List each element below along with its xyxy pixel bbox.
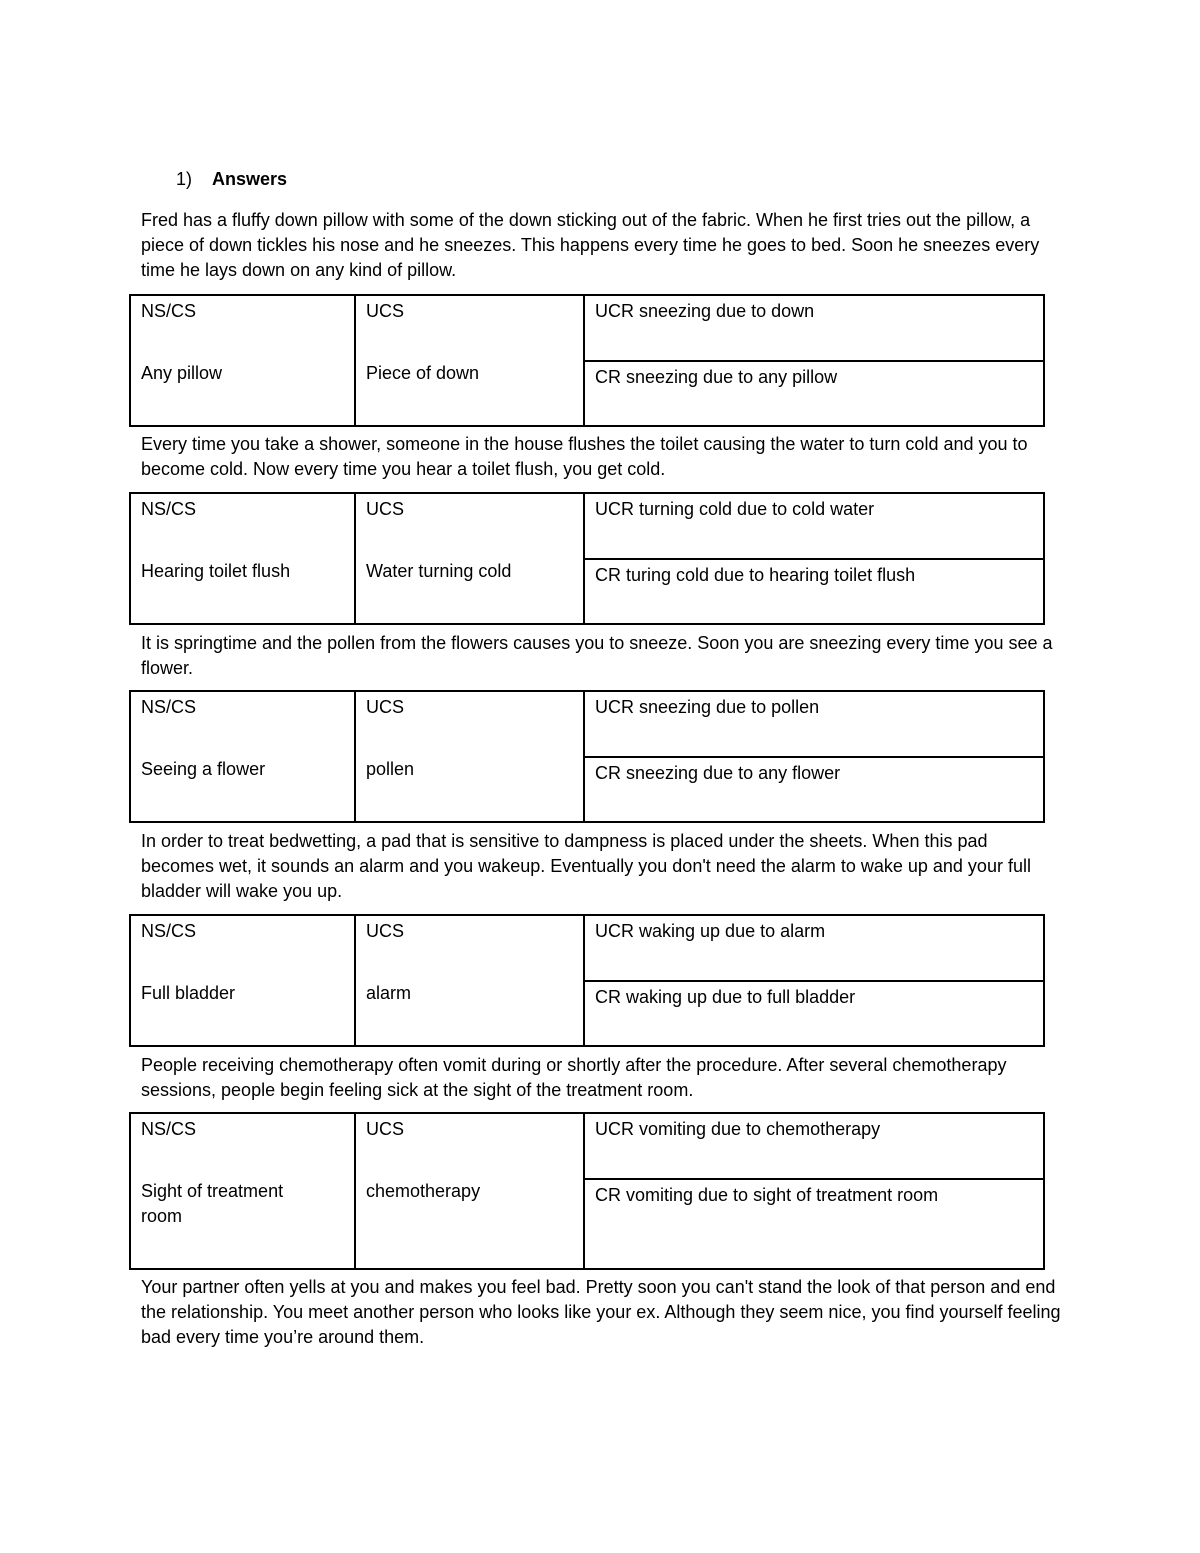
ucs-value: alarm (366, 983, 412, 1003)
ucr-text: UCR sneezing due to pollen (595, 697, 820, 717)
ns-cs-cell (130, 1113, 355, 1269)
ns-cs-value: Full bladder (141, 983, 236, 1003)
ucs-cell (355, 493, 584, 624)
ns-cs-value: Any pillow (141, 363, 223, 383)
conditioning-table (129, 294, 1045, 427)
ns-cs-label: NS/CS (141, 921, 197, 941)
ucs-label: UCS (366, 921, 405, 941)
ucs-label: UCS (366, 499, 405, 519)
cr-cell (584, 981, 1044, 1046)
ucs-value: Water turning cold (366, 561, 512, 581)
ucr-text: UCR vomiting due to chemotherapy (595, 1119, 881, 1139)
cr-cell (584, 1179, 1044, 1269)
cr-text: CR sneezing due to any flower (595, 763, 841, 783)
cr-text: CR turing cold due to hearing toilet flush (595, 565, 916, 585)
ucr-text: UCR waking up due to alarm (595, 921, 826, 941)
ucs-value: Piece of down (366, 363, 480, 383)
ns-cs-label: NS/CS (141, 697, 197, 717)
ns-cs-cell (130, 915, 355, 1046)
conditioning-table (129, 492, 1045, 625)
ns-cs-value: Sight of treatment room (141, 1181, 284, 1226)
ns-cs-label: NS/CS (141, 499, 197, 519)
cr-cell (584, 757, 1044, 822)
cr-text: CR waking up due to full bladder (595, 987, 856, 1007)
closing-scenario-text: Your partner often yells at you and makes you feel bad. Pretty soon you can't stand the look of that person and end the relationship. You meet another person who looks like your ex. Although they seem nice, you find yourself feeling bad every time you’re around them. (141, 1277, 1061, 1347)
ns-cs-cell (130, 691, 355, 822)
ns-cs-label: NS/CS (141, 301, 197, 321)
ucr-text: UCR sneezing due to down (595, 301, 815, 321)
ucs-value: pollen (366, 759, 415, 779)
ucr-text: UCR turning cold due to cold water (595, 499, 875, 519)
conditioning-table (129, 690, 1045, 823)
ucr-cell (584, 493, 1044, 559)
cr-text: CR sneezing due to any pillow (595, 367, 838, 387)
ucs-cell (355, 1113, 584, 1269)
section-heading (176, 168, 287, 190)
ucr-cell (584, 1113, 1044, 1179)
conditioning-table (129, 1112, 1045, 1270)
ucr-cell (584, 295, 1044, 361)
scenario-text: People receiving chemotherapy often vomit during or shortly after the procedure. After several chemotherapy sessions, people begin feeling sick at the sight of the treatment room. (141, 1055, 1007, 1100)
ns-cs-cell (130, 493, 355, 624)
ucs-label: UCS (366, 1119, 405, 1139)
conditioning-table (129, 914, 1045, 1047)
ns-cs-cell (130, 295, 355, 426)
cr-cell (584, 559, 1044, 624)
scenario-text: In order to treat bedwetting, a pad that is sensitive to dampness is placed under the sheets. When this pad becomes wet, it sounds an alarm and you wakeup. Eventually you don't need the alarm to wake up and your full bladder will wake you up. (141, 831, 1031, 901)
ns-cs-value: Seeing a flower (141, 759, 266, 779)
ns-cs-label: NS/CS (141, 1119, 197, 1139)
ucr-cell (584, 915, 1044, 981)
ucs-cell (355, 691, 584, 822)
scenario-text: Fred has a fluffy down pillow with some of the down sticking out of the fabric. When he first tries out the pillow, a piece of down tickles his nose and he sneezes. This happens every time he goes to bed. Soon he sneezes every time he lays down on any kind of pillow. (141, 210, 1040, 280)
scenario-text: It is springtime and the pollen from the flowers causes you to sneeze. Soon you are sneezing every time you see a flower. (141, 633, 1053, 678)
ucs-label: UCS (366, 301, 405, 321)
ucr-cell (584, 691, 1044, 757)
heading-number: 1) (176, 169, 193, 189)
scenario-text: Every time you take a shower, someone in the house flushes the toilet causing the water to turn cold and you to become cold. Now every time you hear a toilet flush, you get cold. (141, 434, 1028, 479)
ucs-label: UCS (366, 697, 405, 717)
cr-cell (584, 361, 1044, 426)
ns-cs-value: Hearing toilet flush (141, 561, 291, 581)
ucs-cell (355, 915, 584, 1046)
heading-title: Answers (212, 169, 288, 189)
cr-text: CR vomiting due to sight of treatment room (595, 1185, 939, 1205)
ucs-cell (355, 295, 584, 426)
ucs-value: chemotherapy (366, 1181, 481, 1201)
